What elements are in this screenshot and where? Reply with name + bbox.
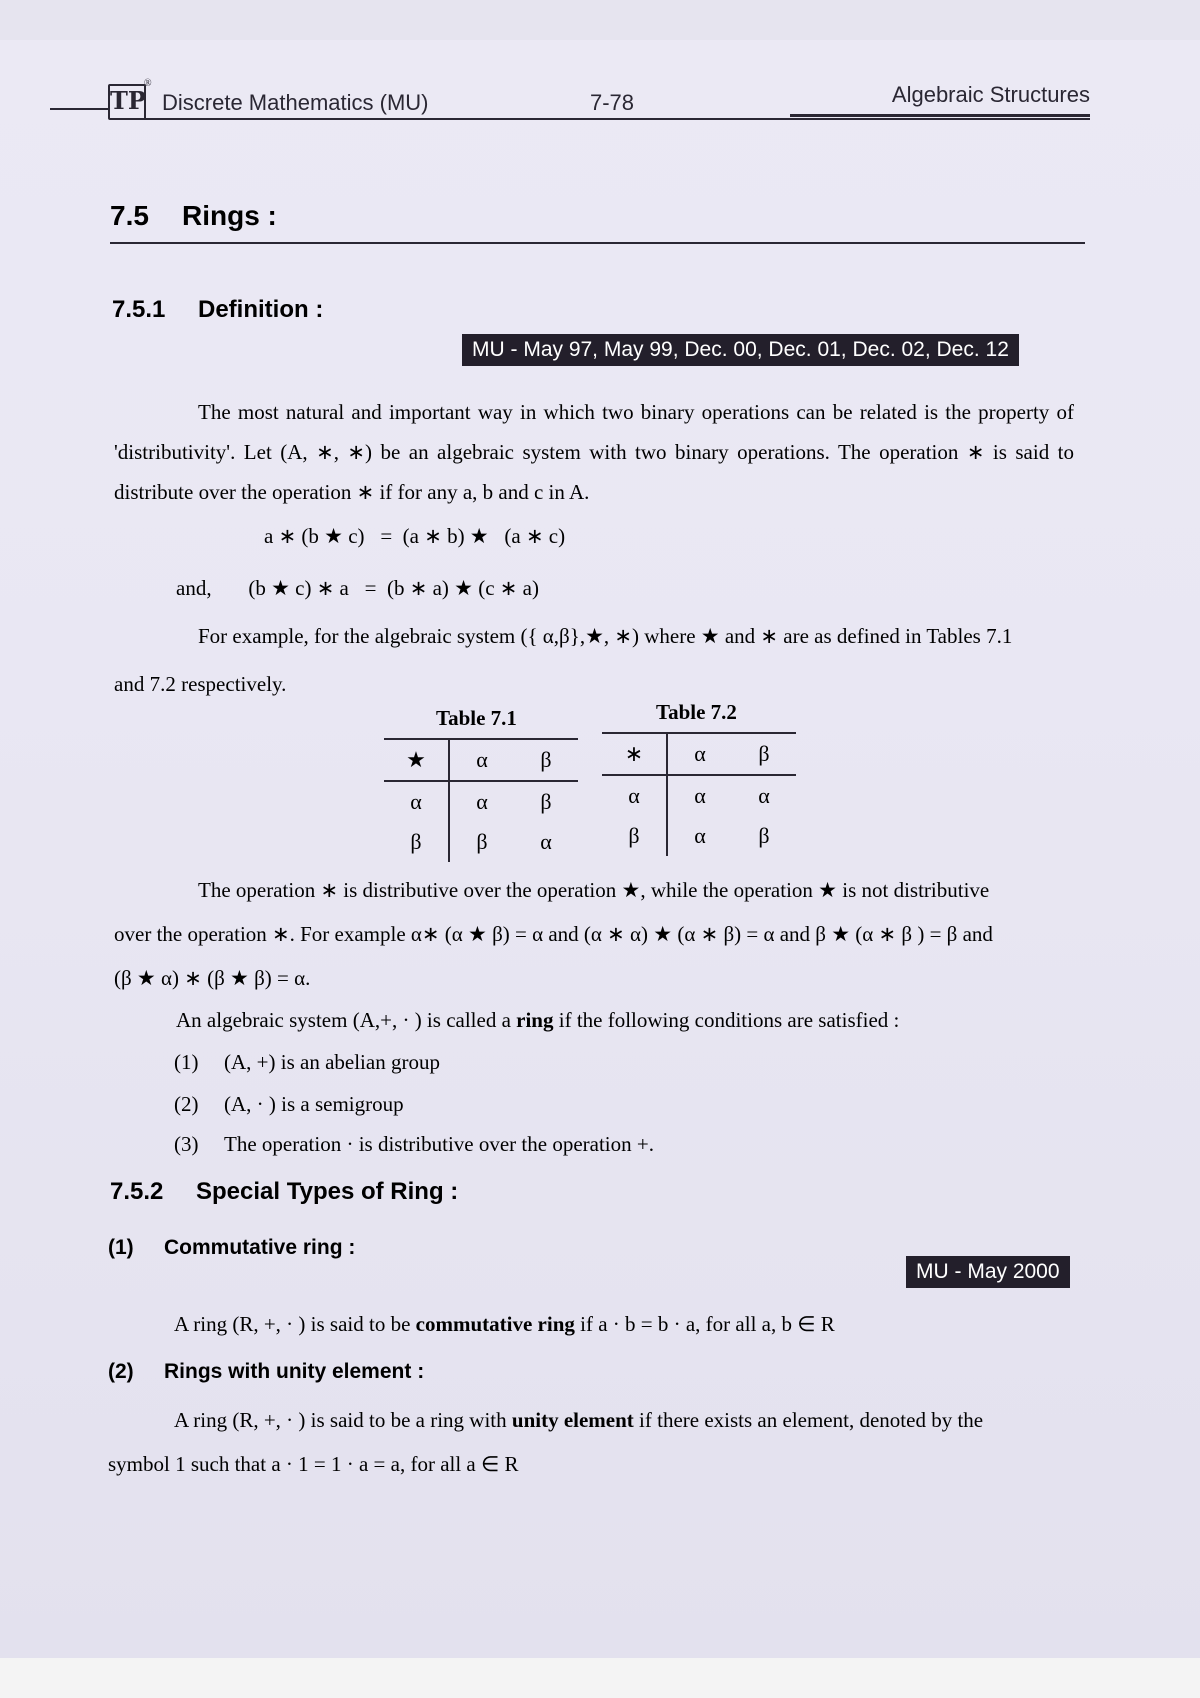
ring-definition-line: [176, 1008, 899, 1033]
ring-term: ring: [516, 1008, 554, 1032]
condition-item: [174, 1050, 440, 1075]
registered-mark-icon: ®: [144, 78, 152, 89]
commutative-ring-heading: [108, 1236, 355, 1260]
table-cell: α: [540, 829, 552, 854]
chapter-title: Algebraic Structures: [891, 82, 1090, 107]
condition-number: (1): [174, 1050, 199, 1074]
header-rule-thick: [790, 114, 1090, 117]
definition-text: The most natural and important way in which two binary operations can be related is the property of 'distributivity'. Let (A, ∗, ∗) be an algebraic system with two binary operations. The operation ∗ is said to distribute over the operation ∗ if for any a, b and c in A.: [114, 400, 1074, 504]
ring-intro-a: An algebraic system (A,+, · ) is called a: [176, 1008, 517, 1032]
table-cell: β: [732, 733, 796, 775]
condition-text: (A, · ) is a semigroup: [224, 1092, 404, 1116]
table-cell: β: [758, 823, 770, 848]
distributive-line3: (β ★ α) ∗ (β ★ β) = α.: [114, 966, 311, 990]
item-number: (2): [108, 1360, 134, 1383]
definition-heading: [112, 296, 323, 324]
condition-item: [174, 1132, 654, 1157]
eq2-right: (b ∗ a) ★ (c ∗ a): [386, 576, 539, 600]
example-intro-line1: For example, for the algebraic system ({ α,β},★, ∗) where ★ and ∗ are as defined in Tables 7.1: [198, 624, 1013, 648]
page-number: 7-78: [590, 90, 635, 115]
table-cell: α: [449, 739, 514, 781]
eq1-equals: =: [380, 524, 393, 548]
table-cell: ★: [384, 739, 449, 781]
definition-paragraph: [114, 392, 1074, 512]
eq2-prefix: and,: [176, 576, 212, 600]
section-heading: [110, 200, 277, 232]
condition-text: The operation · is distributive over the operation +.: [224, 1132, 654, 1156]
condition-number: (2): [174, 1092, 199, 1116]
table-cell: α: [694, 783, 706, 808]
item2-text-b: if there exists an element, denoted by the: [633, 1408, 984, 1432]
table-cell: ∗: [602, 733, 667, 775]
header-lead-line: [50, 108, 110, 110]
section-rule: [110, 242, 1085, 244]
item2-text-a: A ring (R, +, · ) is said to be a ring with: [174, 1408, 512, 1432]
special-types-number: 7.5.2: [110, 1178, 164, 1205]
table-7-2: [602, 732, 796, 856]
unity-ring-heading: [108, 1360, 424, 1384]
unity-ring-definition-line2: symbol 1 such that a · 1 = 1 · a = a, for all a ∈ R: [108, 1452, 519, 1476]
table-cell: β: [384, 822, 449, 862]
definition-title: Definition :: [198, 296, 324, 323]
commutative-ring-term: commutative ring: [415, 1312, 575, 1336]
eq2-left: (b ★ c) ∗ a: [248, 576, 349, 600]
table-cell: β: [476, 829, 488, 854]
distributive-line2: over the operation ∗. For example α∗ (α ★ β) = α and (α ∗ α) ★ (α ∗ β) = α and β ★ (α ∗ β ) = β and: [114, 922, 993, 946]
table-cell: α: [476, 789, 488, 814]
equation-1: [264, 524, 565, 549]
condition-text: (A, +) is an abelian group: [224, 1050, 440, 1074]
condition-number: (3): [174, 1132, 199, 1156]
table-cell: α: [384, 781, 449, 822]
item-number: (1): [108, 1236, 134, 1259]
definition-number: 7.5.1: [112, 296, 166, 323]
eq2-equals: =: [364, 576, 377, 600]
table-cell: β: [540, 789, 552, 814]
item1-text-a: A ring (R, +, · ) is said to be: [174, 1312, 416, 1336]
publisher-logo: TP: [108, 84, 146, 120]
special-types-heading: [110, 1178, 458, 1206]
table-cell: α: [758, 783, 770, 808]
section-number: 7.5: [110, 200, 149, 231]
item-title: Commutative ring :: [164, 1236, 356, 1259]
table-7-1: [384, 738, 578, 862]
table-7-2-title: Table 7.2: [656, 700, 737, 724]
table-cell: α: [602, 775, 667, 816]
table-cell: β: [602, 816, 667, 856]
unity-element-term: unity element: [511, 1408, 634, 1432]
eq1-left: a ∗ (b ★ c): [264, 524, 365, 548]
table-cell: β: [514, 739, 578, 781]
table-cell: α: [667, 733, 732, 775]
exam-badge: MU - May 97, May 99, Dec. 00, Dec. 01, Dec. 02, Dec. 12: [462, 334, 1019, 366]
special-types-title: Special Types of Ring :: [196, 1178, 459, 1205]
header-rule: [110, 118, 1090, 120]
commutative-ring-definition: [174, 1312, 835, 1337]
table-cell: α: [694, 823, 706, 848]
item-title: Rings with unity element :: [164, 1360, 425, 1383]
item1-text-b: if a · b = b · a, for all a, b ∈ R: [574, 1312, 835, 1336]
ring-intro-b: if the following conditions are satisfied :: [553, 1008, 900, 1032]
table-7-1-title: Table 7.1: [436, 706, 517, 730]
condition-item: [174, 1092, 404, 1117]
eq1-right: (a ∗ b) ★ (a ∗ c): [402, 524, 566, 548]
page-header: [50, 70, 1090, 130]
book-title: Discrete Mathematics (MU): [162, 90, 429, 115]
unity-ring-definition: [174, 1408, 983, 1433]
distributive-line1: The operation ∗ is distributive over the operation ★, while the operation ★ is not distributive: [198, 878, 990, 902]
example-intro-line2: and 7.2 respectively.: [114, 672, 287, 696]
equation-2: [176, 576, 539, 601]
section-title: Rings :: [182, 200, 277, 231]
background-strip: [0, 1658, 1200, 1698]
exam-badge-2000: MU - May 2000: [906, 1256, 1070, 1288]
